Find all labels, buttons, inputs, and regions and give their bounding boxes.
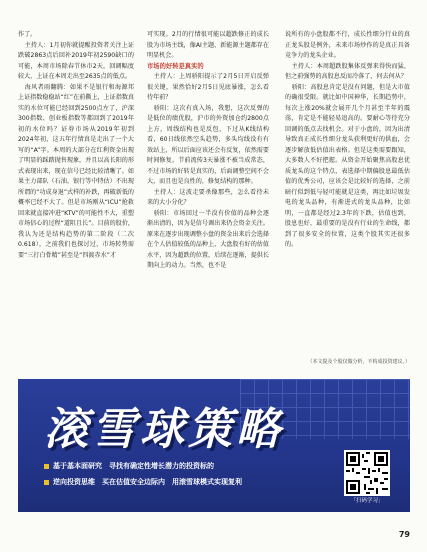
article-column-2: [147, 30, 269, 272]
paragraph: 主持人：1月初你就提醒投资者关注上证跌破2863点后回补2019年初2590缺口的可能，本周市场除春节休市2天，回调幅度较大，上证在本周走出至2635点的低点。: [18, 41, 134, 80]
paragraph: 说所有的小盘股都不行，成长性细分行业的真正龙头股是例外，未来市场炒作的是真正具备竞争力的龙头企业。: [285, 31, 410, 59]
banner-line-1: [44, 461, 214, 471]
bullet-icon: [44, 480, 49, 485]
banner-line-1-text: 基于基本面研究 寻找有确定性增长潜力的投资标的: [53, 462, 214, 470]
article-column-1: [18, 30, 134, 261]
paragraph: 海风者雨翻腾：如果不是银行和海源邦上证指数稳稳站“红”在前撕上，上证指数真实的水位可能已经回到2500点左了，沪深300指数、创业板指数等都回到了2019年初的水位吗？证券市场从2019年初到2024年初，这五年行情真是走出了一个大写的“A”字。本周的大部分在红利资金出现了明显的踩踏抛售现象，并且以高长阳的形式表现出来，现在信号已经比较清晰了。如果主力部队（石油、银行等中特估）不出现所谓的“功成身退”式样的补跌，再破新低的概率已经不大了。但是市场刚从“ICU”抢救回来就直接冲进“KTV”的可能性不大，重塑市场信心的过程“道阻且长”。目前的股价，我认为还是结构趋势的第二阶段（二次0.618），之前我们也探讨过，市场转势需要“三打白骨精”甚至是“四渡赤水”才: [18, 83, 135, 259]
paragraph: 主持人：这波走要杀像那些，怎么看待未来的大小分化？: [147, 188, 269, 206]
paragraph: 骄阳：市场回过一半没有价值的品种会逐渐出清的，因为是信号调出来仍会资金关注。原来在逐步出现调整小盘的资金出来后会选择在个人估值较低的品种上，大盘股有好的估值水平，因为超跌的位置，后续在逐渐，提供长期向上的动力。当然，也不是: [147, 209, 269, 269]
banner-title: 滚雪球策略: [44, 404, 284, 455]
banner-line-2-text: 逆向投资思维 买在估值安全边际内 用滚雪球模式实现复利: [53, 478, 242, 486]
bullet-icon: [44, 464, 49, 469]
paragraph: 主持人：本周超跌股集体反弹来得快而猛，但之前强势的高股息反而冷落了，何去何从？: [285, 62, 410, 80]
paragraph: 骄阳：这次有真入场，我想，这次反弹的是低位的绩优股，沪市的外资加仓约2800点上方，周线结构也是反包，下过从K线结构看，60日线依然空头趋势，多头均线没有有效站上，所以后面应该还会有反复，依然需要时间修复。节前流传3天暴涨不被当成常态，不过市场的好转是真实的，后面调整空间不会大，而且也是良性的，修复结构的那种。: [147, 104, 269, 185]
page-number: 79: [398, 530, 410, 539]
paragraph: 骄阳：高股息肯定是没有问题，但是大市值的确很受限。就比如中国神华，长期趋势中，每次上涨20%就会展开几个月甚至半年的震荡，肯定是不能轻易追高的。要耐心等待充分回调的低点去找机会。对于小盘的，因为出清导致真正成长性细分龙头获利更好的供血，会逐步解放低估值出表格。但是这类需要跟知，大多数人不好把握。从资金开始聚焦高股息优质龙头的这个特点，表选择中期偏股息最低估值的优秀公司，应该会是比较好的选择，之前暗行似到低与轻可能就是这类，再比如垃圾发电的龙头品种，有渐进式的龙头品种，比如明，一直都是经过2.3年的下跌，估值也到，股息也好，最重要的是没有行业的生命线，都到了很多安全的位置，这类个股其实还很多的。: [285, 83, 410, 248]
article-column-3: [285, 30, 410, 251]
section-heading: 市场的好转是真实的: [147, 62, 204, 70]
disclaimer-caption: （本文提及个股仅做分析，不构成投资建议。）: [307, 359, 410, 365]
qr-label: 「扫码学习」: [350, 498, 384, 504]
paragraph: 作了。: [18, 31, 37, 38]
promo-banner[interactable]: [18, 379, 410, 512]
paragraph: 可实现。2月的行情很可能以超跌修正的成长股为市场主线，像AI主题、新能源主题都存在明显机会。: [147, 31, 269, 59]
paragraph: 主持人：上周骄阳提示了2月5日开启反弹很关键，果然恰好2月5日见底暴涨，怎么看待年前？: [147, 73, 269, 101]
banner-line-2: [44, 477, 242, 487]
qr-code-icon[interactable]: [344, 450, 390, 496]
